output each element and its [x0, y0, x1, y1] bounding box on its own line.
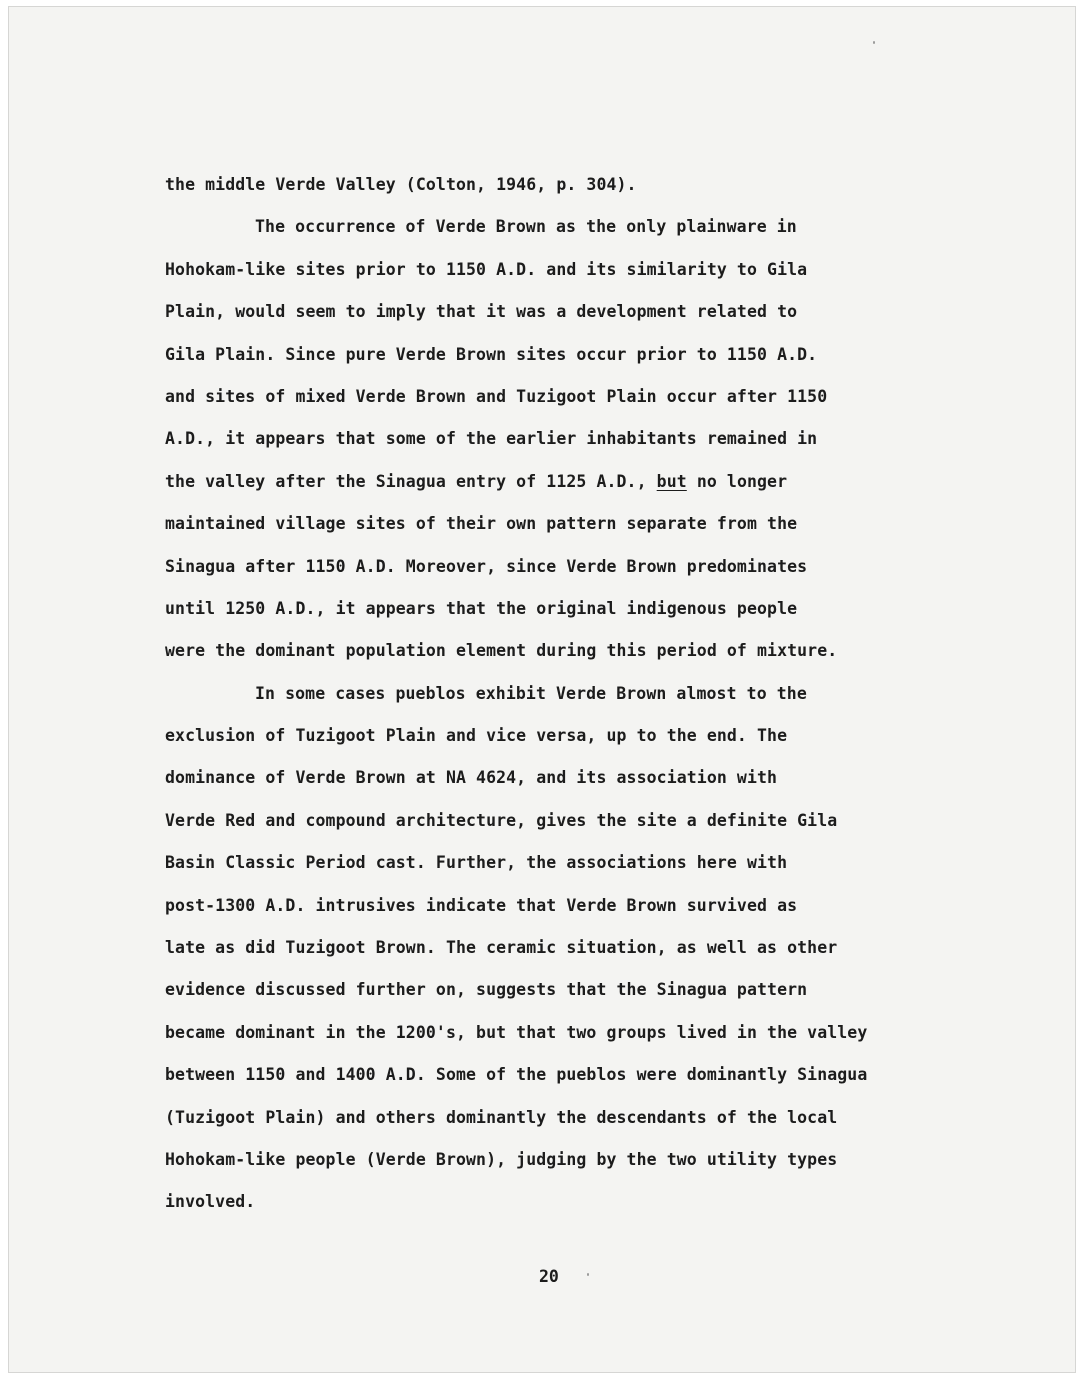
text-line: and sites of mixed Verde Brown and Tuzigoot Plain occur after 1150 — [165, 386, 828, 406]
text-line: post-1300 A.D. intrusives indicate that Verde Brown survived as — [165, 895, 798, 915]
text-line: dominance of Verde Brown at NA 4624, and its association with — [165, 768, 778, 788]
body-text — [165, 164, 905, 1224]
text-line: The occurrence of Verde Brown as the only plainware in — [255, 217, 797, 237]
text-line-with-underline — [165, 461, 905, 503]
document-page — [8, 6, 1076, 1373]
text-line: maintained village sites of their own pattern separate from the — [165, 514, 798, 534]
text-line: late as did Tuzigoot Brown. The ceramic situation, as well as other — [165, 938, 838, 958]
scan-speck — [873, 41, 875, 44]
text-line: became dominant in the 1200's, but that two groups lived in the valley — [165, 1022, 868, 1042]
text-line: Plain, would seem to imply that it was a development related to — [165, 302, 798, 322]
text-line: were the dominant population element during this period of mixture. — [165, 641, 838, 661]
text-line: A.D., it appears that some of the earlier inhabitants remained in — [165, 429, 818, 449]
text-segment: no longer — [686, 471, 788, 491]
text-line: until 1250 A.D., it appears that the original indigenous people — [165, 598, 798, 618]
text-segment: the valley after the Sinagua entry of 1125 A.D., — [165, 471, 657, 491]
text-line: (Tuzigoot Plain) and others dominantly the descendants of the local — [165, 1107, 838, 1127]
text-line: the middle Verde Valley (Colton, 1946, p. 304). — [165, 175, 637, 194]
text-line: In some cases pueblos exhibit Verde Brown almost to the — [255, 683, 807, 703]
text-line: involved. — [165, 1192, 256, 1212]
scan-speck — [587, 1273, 589, 1276]
underlined-word: but — [656, 471, 687, 491]
text-line: evidence discussed further on, suggests that the Sinagua pattern — [165, 980, 808, 1000]
text-line: Hohokam-like people (Verde Brown), judging by the two utility types — [165, 1149, 838, 1169]
text-line: Verde Red and compound architecture, gives the site a definite Gila — [165, 810, 838, 830]
text-line: between 1150 and 1400 A.D. Some of the pueblos were dominantly Sinagua — [165, 1065, 868, 1085]
text-line: Basin Classic Period cast. Further, the associations here with — [165, 853, 788, 873]
text-line: exclusion of Tuzigoot Plain and vice versa, up to the end. The — [165, 726, 788, 746]
text-line: Gila Plain. Since pure Verde Brown sites occur prior to 1150 A.D. — [165, 344, 818, 364]
page-number: 20 — [539, 1267, 559, 1286]
text-line: Hohokam-like sites prior to 1150 A.D. and its similarity to Gila — [165, 259, 808, 279]
text-line: Sinagua after 1150 A.D. Moreover, since Verde Brown predominates — [165, 556, 808, 576]
